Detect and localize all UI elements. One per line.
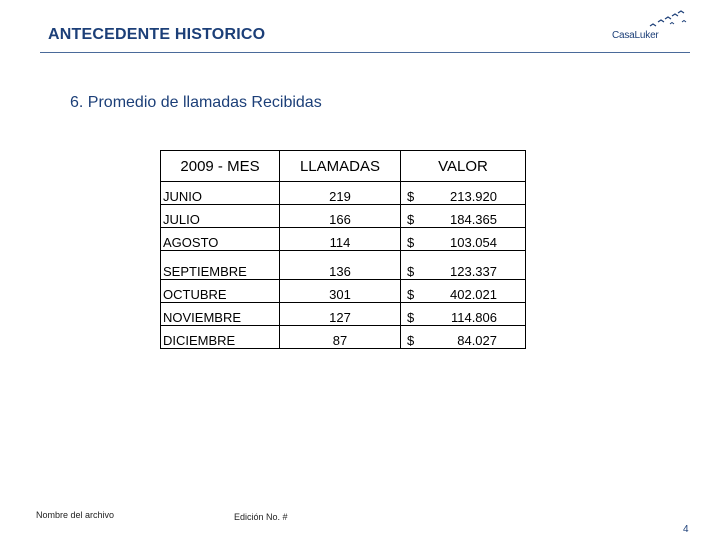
birds-icon [612,10,692,32]
table-row [161,228,526,251]
cell-llamadas: 127 [280,303,401,326]
cell-valor [401,303,526,326]
footer-file-name: Nombre del archivo [36,510,115,520]
value-amount: 123.337 [450,264,497,279]
value-amount: 402.021 [450,287,497,302]
cell-valor [401,205,526,228]
table-header-row [161,151,526,182]
page-title: ANTECEDENTE HISTORICO [48,26,266,43]
cell-valor [401,326,526,349]
cell-llamadas: 166 [280,205,401,228]
footer-edition: Edición No. # [234,512,288,522]
table-row [161,280,526,303]
currency-sign: $ [407,287,415,302]
currency-sign: $ [407,235,415,250]
section-subtitle: 6. Promedio de llamadas Recibidas [70,94,322,111]
cell-mes: SEPTIEMBRE [161,251,280,280]
table-row [161,303,526,326]
cell-mes: DICIEMBRE [161,326,280,349]
value-amount: 114.806 [450,310,497,325]
cell-valor [401,182,526,205]
cell-valor [401,251,526,280]
cell-mes: NOVIEMBRE [161,303,280,326]
cell-llamadas: 136 [280,251,401,280]
value-amount: 213.920 [450,189,497,204]
table-row [161,182,526,205]
table-row [161,326,526,349]
cell-llamadas: 87 [280,326,401,349]
cell-mes: AGOSTO [161,228,280,251]
page-number: 4 [683,524,689,535]
value-amount: 184.365 [450,212,497,227]
cell-mes: JULIO [161,205,280,228]
casaluker-logo [612,10,692,44]
currency-sign: $ [407,189,415,204]
currency-sign: $ [407,212,415,227]
cell-llamadas: 219 [280,182,401,205]
cell-mes: JUNIO [161,182,280,205]
header-valor: VALOR [401,151,526,182]
value-amount: 103.054 [450,235,497,250]
cell-valor [401,280,526,303]
calls-table [160,150,522,349]
cell-mes: OCTUBRE [161,280,280,303]
logo-text: CasaLuker [612,30,659,41]
cell-llamadas: 301 [280,280,401,303]
currency-sign: $ [407,333,415,348]
currency-sign: $ [407,310,415,325]
value-amount: 84.027 [457,333,497,348]
header-divider [40,52,690,53]
header-llamadas: LLAMADAS [280,151,401,182]
table-row [161,205,526,228]
table-row [161,251,526,280]
cell-llamadas: 114 [280,228,401,251]
header-mes: 2009 - MES [161,151,280,182]
cell-valor [401,228,526,251]
currency-sign: $ [407,264,415,279]
